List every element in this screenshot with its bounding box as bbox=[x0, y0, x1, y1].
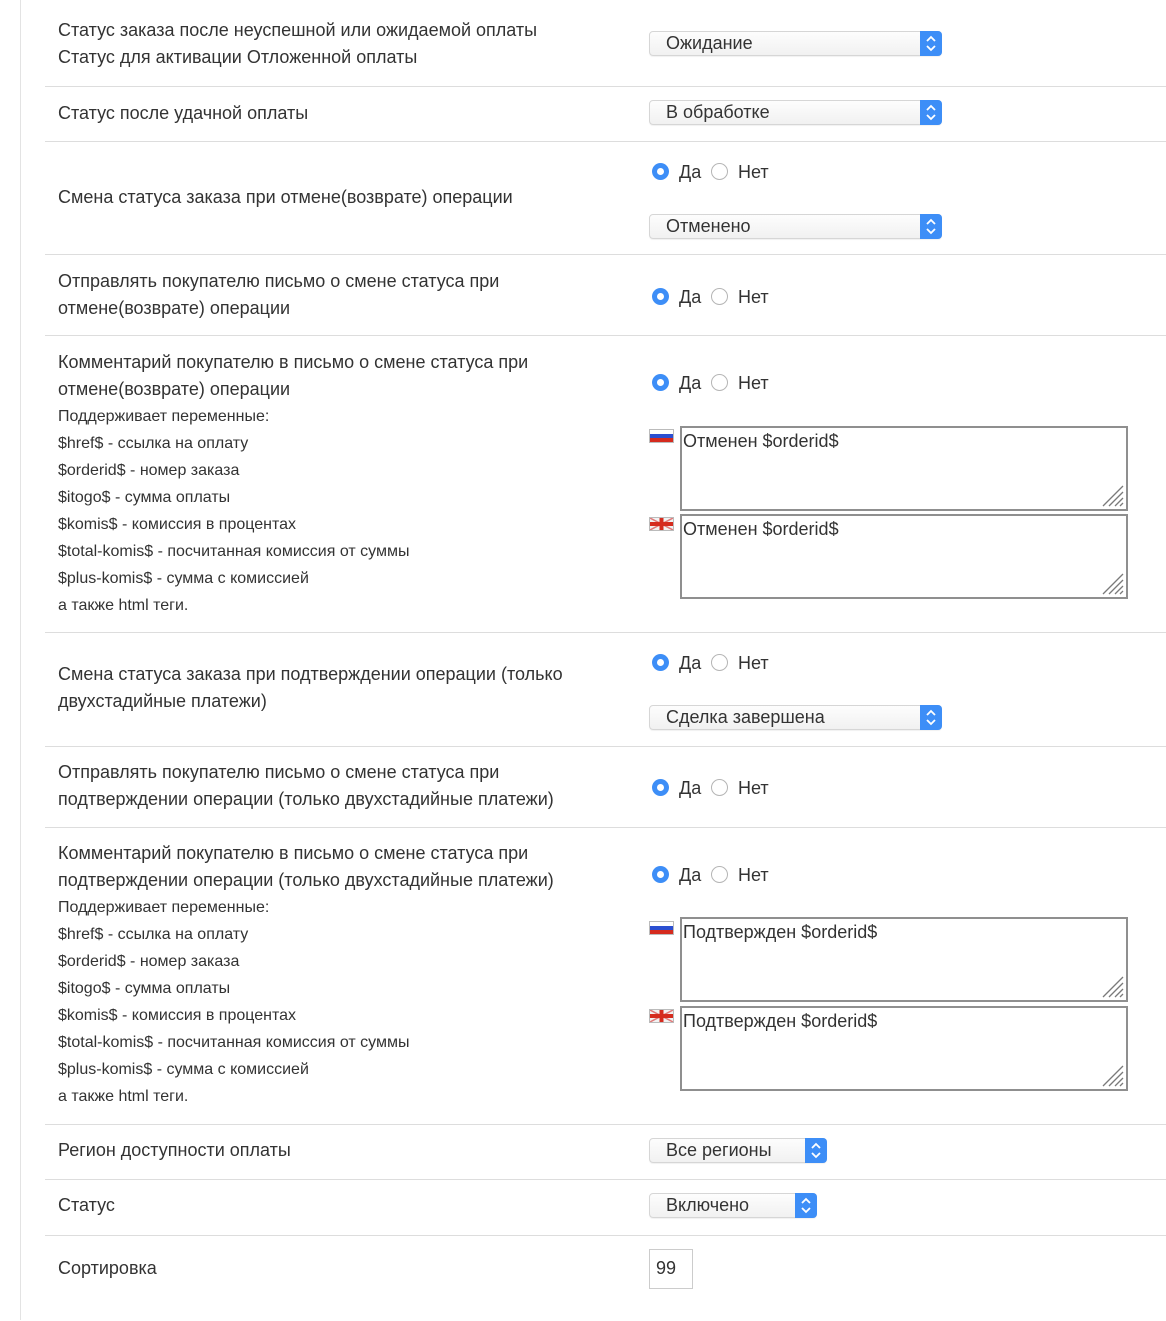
cancel-change-yes-option[interactable] bbox=[652, 161, 707, 183]
confirm-comment-en-textarea[interactable] bbox=[680, 1006, 1128, 1091]
radio-selected-icon[interactable] bbox=[652, 163, 669, 180]
radio-selected-icon[interactable] bbox=[652, 654, 669, 671]
cancel-email-radio-group bbox=[652, 286, 792, 308]
up-down-arrows-icon bbox=[920, 705, 942, 730]
row-fail-status bbox=[45, 0, 1166, 86]
cancel-comment-help bbox=[58, 403, 618, 619]
confirm-change-no-option[interactable] bbox=[711, 652, 781, 674]
help-line: $plus-komis$ - сумма с комиссией bbox=[58, 570, 309, 587]
row-confirm-change bbox=[45, 632, 1166, 747]
row-region bbox=[45, 1124, 1166, 1180]
help-line: $itogo$ - сумма оплаты bbox=[58, 980, 231, 997]
confirm-change-yes-option[interactable] bbox=[652, 652, 707, 674]
confirm-comment-radio-group bbox=[652, 864, 792, 886]
cancel-comment-label-line2: отмене(возврате) операции bbox=[58, 379, 291, 399]
radio-unselected-icon[interactable] bbox=[711, 288, 728, 305]
up-down-arrows-icon bbox=[920, 31, 942, 56]
help-line: а также html теги. bbox=[58, 1088, 189, 1105]
confirm-change-label bbox=[58, 661, 618, 715]
help-line: $komis$ - комиссия в процентах bbox=[58, 1007, 297, 1024]
radio-selected-icon[interactable] bbox=[652, 866, 669, 883]
resize-grip-icon[interactable] bbox=[1098, 1061, 1124, 1087]
cancel-email-label-line1: Отправлять покупателю письмо о смене статуса при bbox=[58, 271, 500, 291]
radio-unselected-icon[interactable] bbox=[711, 163, 728, 180]
up-down-arrows-icon bbox=[920, 100, 942, 125]
confirm-comment-label bbox=[58, 840, 618, 1110]
confirm-comment-yes-label: Да bbox=[679, 865, 702, 885]
sort-input-value: 99 bbox=[656, 1258, 677, 1278]
resize-grip-icon[interactable] bbox=[1098, 569, 1124, 595]
resize-grip-icon[interactable] bbox=[1098, 481, 1124, 507]
cancel-comment-radio-group bbox=[652, 372, 792, 394]
cancel-comment-label bbox=[58, 349, 618, 619]
cancel-email-no-option[interactable] bbox=[711, 286, 781, 308]
row-success-status bbox=[45, 86, 1166, 142]
radio-unselected-icon[interactable] bbox=[711, 866, 728, 883]
radio-selected-icon[interactable] bbox=[652, 374, 669, 391]
confirm-change-label-line2: двухстадийные платежи) bbox=[58, 691, 267, 711]
fail-status-label-line2: Статус для активации Отложенной оплаты bbox=[58, 47, 418, 67]
radio-selected-icon[interactable] bbox=[652, 779, 669, 796]
success-status-select[interactable] bbox=[649, 100, 942, 125]
up-down-arrows-icon bbox=[805, 1138, 827, 1163]
cancel-comment-no-label: Нет bbox=[738, 373, 769, 393]
confirm-email-label-line1: Отправлять покупателю письмо о смене статуса при bbox=[58, 762, 500, 782]
row-confirm-email bbox=[45, 746, 1166, 828]
cancel-change-radio-group bbox=[652, 161, 792, 183]
confirm-comment-label-line1: Комментарий покупателю в письмо о смене статуса при bbox=[58, 843, 529, 863]
confirm-change-label-line1: Смена статуса заказа при подтверждении операции (только bbox=[58, 664, 563, 684]
resize-grip-icon[interactable] bbox=[1098, 972, 1124, 998]
help-line: $href$ - ссылка на оплату bbox=[58, 435, 249, 452]
radio-selected-icon[interactable] bbox=[652, 288, 669, 305]
confirm-change-yes-label: Да bbox=[679, 653, 702, 673]
help-line: $itogo$ - сумма оплаты bbox=[58, 489, 231, 506]
confirm-change-no-label: Нет bbox=[738, 653, 769, 673]
cancel-comment-no-option[interactable] bbox=[711, 372, 781, 394]
cancel-email-label bbox=[58, 268, 618, 322]
russian-flag-icon bbox=[649, 429, 674, 443]
row-cancel-change bbox=[45, 141, 1166, 255]
fail-status-select[interactable] bbox=[649, 31, 942, 56]
confirm-comment-no-label: Нет bbox=[738, 865, 769, 885]
cancel-comment-en-text: Отменен $orderid$ bbox=[683, 519, 839, 539]
cancel-change-no-option[interactable] bbox=[711, 161, 781, 183]
cancel-comment-yes-option[interactable] bbox=[652, 372, 707, 394]
cancel-email-yes-option[interactable] bbox=[652, 286, 707, 308]
cancel-comment-yes-label: Да bbox=[679, 373, 702, 393]
success-status-select-value: В обработке bbox=[666, 102, 770, 122]
up-down-arrows-icon bbox=[795, 1193, 817, 1218]
radio-unselected-icon[interactable] bbox=[711, 374, 728, 391]
row-cancel-email bbox=[45, 254, 1166, 336]
row-sort bbox=[45, 1235, 1166, 1321]
status-select[interactable] bbox=[649, 1193, 817, 1218]
confirm-comment-label-line2: подтверждении операции (только двухстадийные платежи) bbox=[58, 870, 554, 890]
confirm-comment-help bbox=[58, 894, 618, 1110]
confirm-email-no-label: Нет bbox=[738, 778, 769, 798]
sort-label: Сортировка bbox=[58, 1258, 157, 1278]
help-line: $total-komis$ - посчитанная комиссия от суммы bbox=[58, 543, 410, 560]
left-border bbox=[20, 0, 21, 1320]
cancel-change-label: Смена статуса заказа при отмене(возврате) операции bbox=[58, 187, 513, 207]
row-status bbox=[45, 1179, 1166, 1236]
confirm-comment-yes-option[interactable] bbox=[652, 864, 707, 886]
help-line: $plus-komis$ - сумма с комиссией bbox=[58, 1061, 309, 1078]
fail-status-label bbox=[58, 17, 618, 71]
confirm-email-yes-label: Да bbox=[679, 778, 702, 798]
status-select-value: Включено bbox=[666, 1195, 750, 1215]
fail-status-select-value: Ожидание bbox=[666, 33, 753, 53]
confirm-change-radio-group bbox=[652, 652, 792, 674]
help-line: а также html теги. bbox=[58, 597, 189, 614]
cancel-comment-en-textarea[interactable] bbox=[680, 514, 1128, 599]
cancel-change-no-label: Нет bbox=[738, 162, 769, 182]
row-cancel-comment bbox=[45, 335, 1166, 633]
up-down-arrows-icon bbox=[920, 214, 942, 239]
region-select[interactable] bbox=[649, 1138, 827, 1163]
status-label: Статус bbox=[58, 1195, 115, 1215]
cancel-change-select[interactable] bbox=[649, 214, 942, 239]
help-line: $komis$ - комиссия в процентах bbox=[58, 516, 297, 533]
confirm-email-radio-group bbox=[652, 777, 792, 799]
english-flag-icon bbox=[649, 517, 674, 531]
confirm-comment-en-text: Подтвержден $orderid$ bbox=[683, 1011, 878, 1031]
region-label: Регион доступности оплаты bbox=[58, 1140, 291, 1160]
help-line: Поддерживает переменные: bbox=[58, 408, 270, 425]
payment-settings-form bbox=[45, 0, 1166, 1320]
help-line: $total-komis$ - посчитанная комиссия от суммы bbox=[58, 1034, 410, 1051]
confirm-email-yes-option[interactable] bbox=[652, 777, 707, 799]
cancel-comment-label-line1: Комментарий покупателю в письмо о смене статуса при bbox=[58, 352, 529, 372]
help-line: $orderid$ - номер заказа bbox=[58, 462, 240, 479]
cancel-comment-ru-text: Отменен $orderid$ bbox=[683, 431, 839, 451]
radio-unselected-icon[interactable] bbox=[711, 654, 728, 671]
success-status-label: Статус после удачной оплаты bbox=[58, 103, 309, 123]
confirm-comment-no-option[interactable] bbox=[711, 864, 781, 886]
cancel-email-no-label: Нет bbox=[738, 287, 769, 307]
confirm-email-no-option[interactable] bbox=[711, 777, 781, 799]
cancel-email-yes-label: Да bbox=[679, 287, 702, 307]
help-line: $orderid$ - номер заказа bbox=[58, 953, 240, 970]
region-select-value: Все регионы bbox=[666, 1140, 772, 1160]
confirm-email-label bbox=[58, 759, 618, 813]
confirm-change-select[interactable] bbox=[649, 705, 942, 730]
russian-flag-icon bbox=[649, 921, 674, 935]
help-line: Поддерживает переменные: bbox=[58, 899, 270, 916]
confirm-change-select-value: Сделка завершена bbox=[666, 707, 825, 727]
cancel-change-select-value: Отменено bbox=[666, 216, 751, 236]
cancel-comment-ru-textarea[interactable] bbox=[680, 426, 1128, 511]
sort-input[interactable] bbox=[649, 1249, 693, 1289]
row-confirm-comment bbox=[45, 827, 1166, 1125]
help-line: $href$ - ссылка на оплату bbox=[58, 926, 249, 943]
cancel-change-yes-label: Да bbox=[679, 162, 702, 182]
english-flag-icon bbox=[649, 1009, 674, 1023]
cancel-email-label-line2: отмене(возврате) операции bbox=[58, 298, 291, 318]
confirm-comment-ru-textarea[interactable] bbox=[680, 917, 1128, 1002]
confirm-email-label-line2: подтверждении операции (только двухстадийные платежи) bbox=[58, 789, 554, 809]
confirm-comment-ru-text: Подтвержден $orderid$ bbox=[683, 922, 878, 942]
radio-unselected-icon[interactable] bbox=[711, 779, 728, 796]
fail-status-label-line1: Статус заказа после неуспешной или ожидаемой оплаты bbox=[58, 20, 538, 40]
